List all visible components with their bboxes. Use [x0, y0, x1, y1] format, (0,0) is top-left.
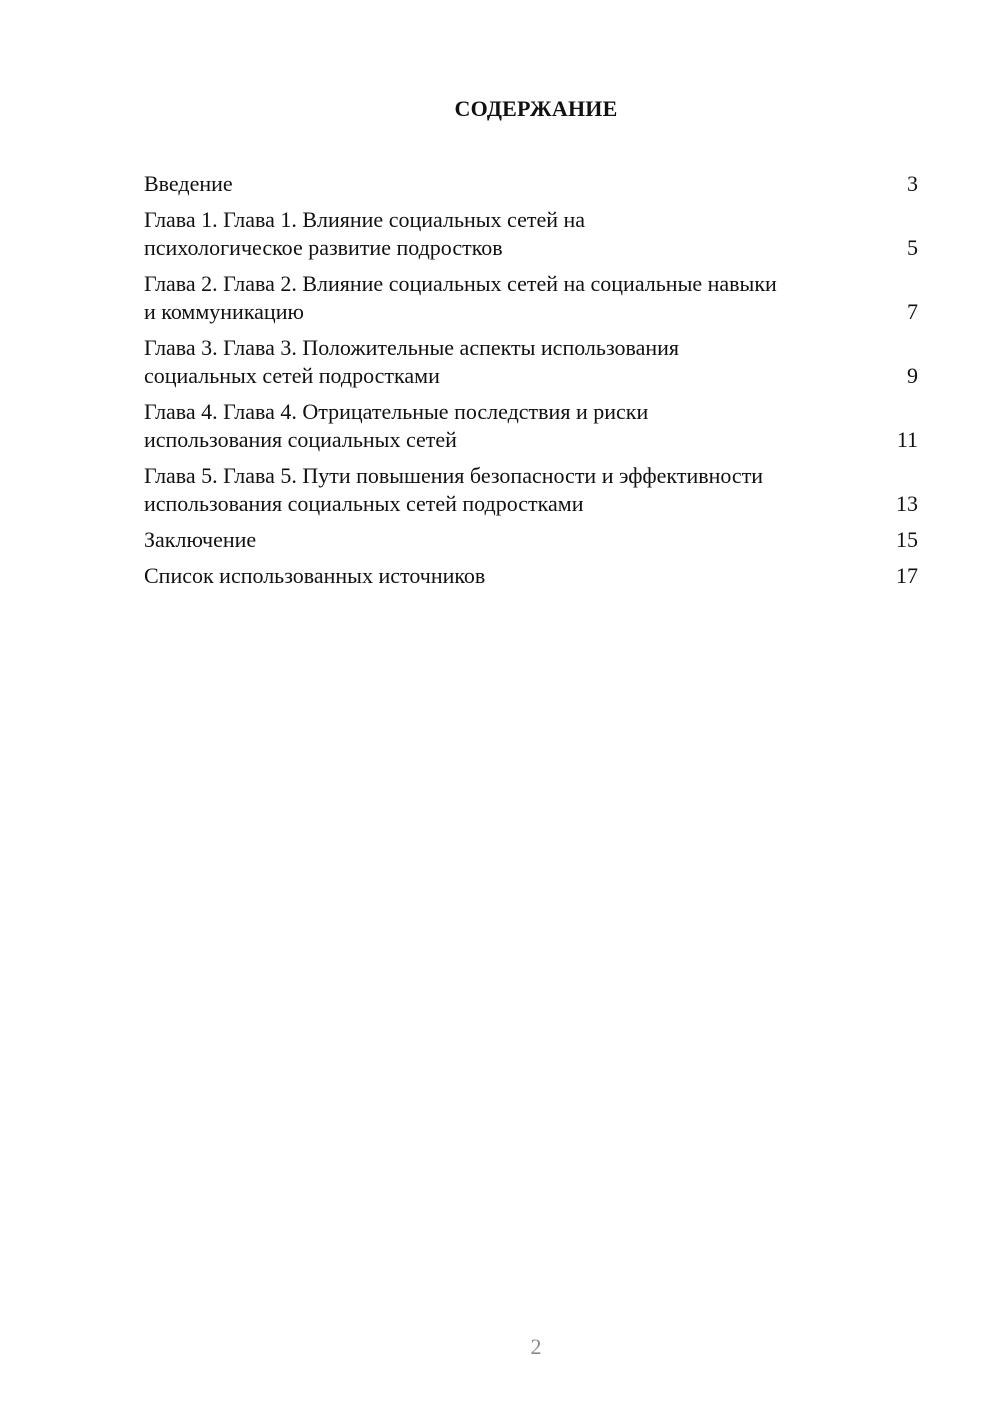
toc-entry-title: Глава 5. Глава 5. Пути повышения безопасности и эффективности использования социальных сетей подростками: [144, 463, 764, 516]
toc-entry-title: Список использованных источников: [144, 563, 486, 588]
page-title: СОДЕРЖАНИЕ: [454, 96, 618, 121]
toc-entry-chapter-1[interactable]: [144, 206, 918, 262]
toc-entry-title: Глава 4. Глава 4. Отрицательные последствия и риски использования социальных сетей: [144, 399, 649, 452]
toc-entry-chapter-5[interactable]: [144, 462, 918, 518]
toc-entry-title: Глава 1. Глава 1. Влияние социальных сетей на психологическое развитие подростков: [144, 207, 586, 260]
toc-entry-chapter-4[interactable]: [144, 398, 918, 454]
toc-entry-page-number: 15: [896, 527, 918, 552]
page-number: 2: [530, 1334, 542, 1359]
toc-entry-title: Заключение: [144, 527, 257, 552]
toc-entry-title: Глава 2. Глава 2. Влияние социальных сетей на социальные навыки и коммуникацию: [144, 271, 777, 324]
toc-entry-page-number: 11: [896, 427, 918, 452]
toc-entry-references[interactable]: [144, 562, 918, 590]
toc-entry-page-number: 13: [896, 491, 918, 516]
toc-entry-page-number: 3: [907, 171, 918, 196]
table-of-contents: [144, 170, 918, 598]
toc-entry-page-number: 17: [896, 563, 918, 588]
toc-entry-title: Глава 3. Глава 3. Положительные аспекты использования социальных сетей подростками: [144, 335, 680, 388]
toc-entry-page-number: 7: [907, 299, 918, 324]
toc-entry-chapter-3[interactable]: [144, 334, 918, 390]
toc-entry-title: Введение: [144, 171, 233, 196]
toc-entry-conclusion[interactable]: [144, 526, 918, 554]
toc-entry-page-number: 5: [907, 235, 918, 260]
toc-entry-chapter-2[interactable]: [144, 270, 918, 326]
toc-entry-introduction[interactable]: [144, 170, 918, 198]
toc-entry-page-number: 9: [907, 363, 918, 388]
